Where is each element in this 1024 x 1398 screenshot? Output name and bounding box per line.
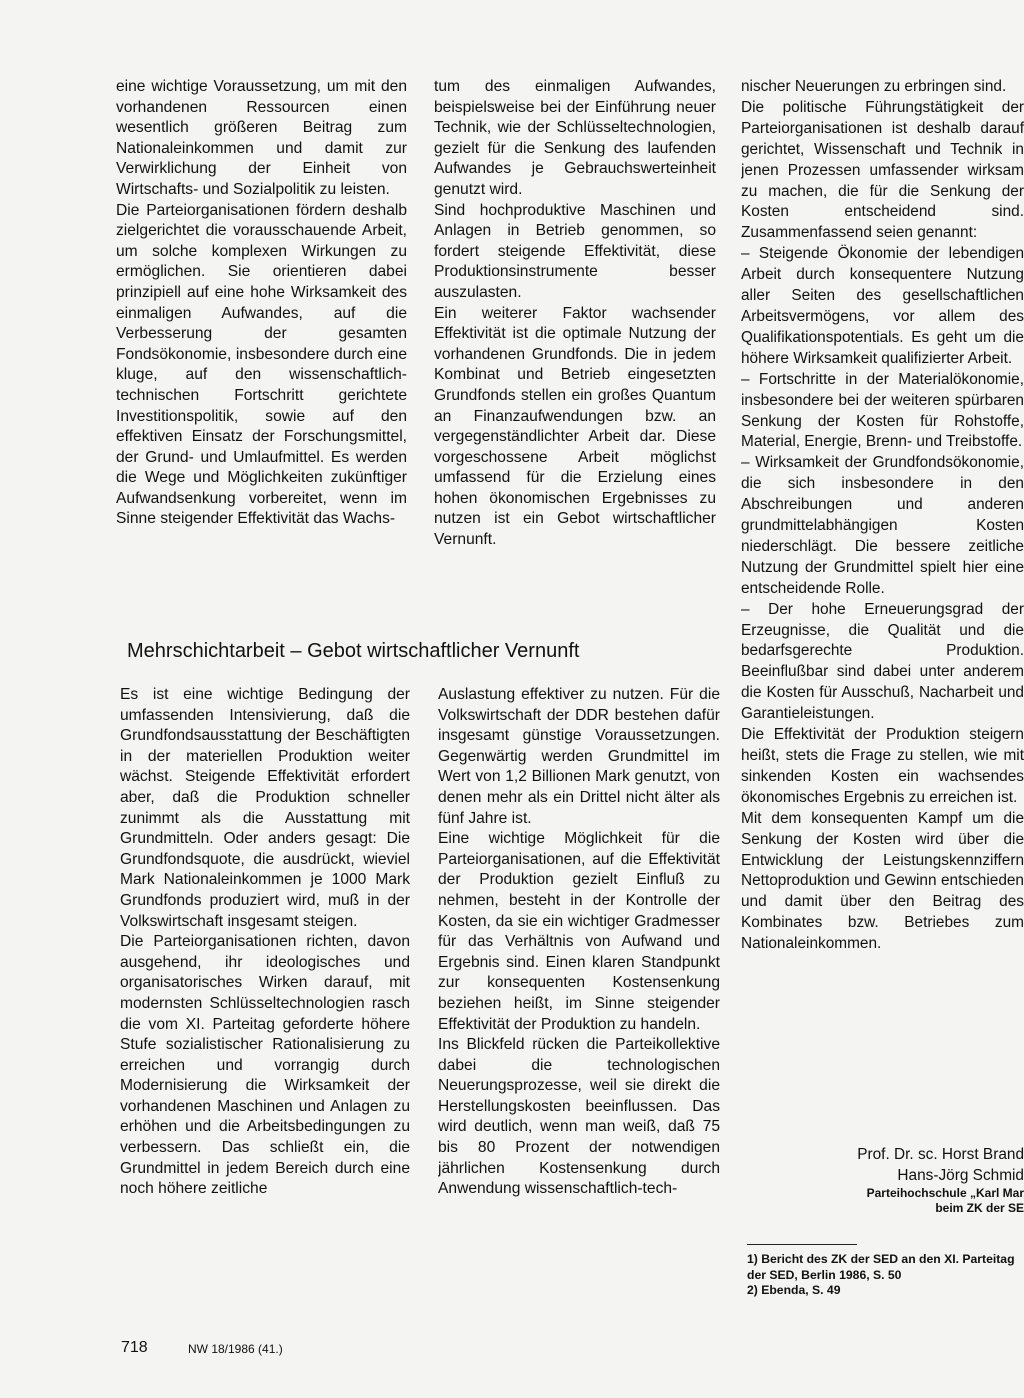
author-block bbox=[760, 1144, 1024, 1216]
author-institution-1: Parteihochschule „Karl Mar bbox=[866, 1186, 1024, 1200]
section-heading: Mehrschichtarbeit – Gebot wirtschaftlicher Vernunft bbox=[127, 640, 580, 662]
author-institution-2: beim ZK der SE bbox=[935, 1201, 1024, 1215]
issue-label: NW 18/1986 (41.) bbox=[188, 1342, 283, 1356]
footnotes: 1) Bericht des ZK der SED an den XI. Parteitag der SED, Berlin 1986, S. 50 2) Ebenda, S. 49 bbox=[747, 1252, 1015, 1298]
column-3-text: nischer Neuerungen zu erbringen sind. Die politische Führungstätigkeit der Parteiorganisationen ist deshalb darauf gerichtet, Wissenschaft und Technik in jenen Prozessen umfassender wirksam zu machen, die für die Senkung der Kosten entscheidend sind. Zusammenfassend seien genannt: – Steigende Ökonomie der lebendigen Arbeit durch konsequentere Nutzung aller Seiten des gesellschaftlichen Arbeitsvermögens, vor allem des Qualifikationspotentials. Es geht um die höhere Wirksamkeit qualifizierter Arbeit. – Fortschritte in der Materialökonomie, insbesondere bei der weiteren spürbaren Senkung der Kosten für Rohstoffe, Material, Energie, Brenn- und Treibstoffe. – Wirksamkeit der Grundfondsökonomie, die sich insbesondere in den Abschreibungen und anderen grundmittelabhängigen Kosten niederschlägt. Die bessere zeitliche Nutzung der Grundmittel spielt hier eine entscheidende Rolle. – Der hohe Erneuerungsgrad der Erzeugnisse, die Qualität und die bedarfsgerechte Produktion. Beeinflußbar sind dabei unter anderem die Kosten für Ausschuß, Nacharbeit und Garantieleistungen. Die Effektivität der Produktion steigern heißt, stets die Frage zu stellen, wie mit sinkenden Kosten ein wachsendes ökonomisches Ergebnis zu erreichen ist. Mit dem konsequenten Kampf um die Senkung der Kosten wird über die Entwicklung der Leistungskennziffern Nettoproduktion und Gewinn entschieden und damit über den Beitrag des Kombinates bzw. Betriebes zum Nationaleinkommen. bbox=[741, 78, 1024, 953]
author-name-2: Hans-Jörg Schmid bbox=[897, 1167, 1024, 1184]
page-number: 718 bbox=[121, 1339, 148, 1356]
column-4-text: Es ist eine wichtige Bedingung der umfassenden Intensivierung, daß die Grundfondsausstattung der Beschäftigten in der materiellen Produktion weiter wächst. Steigende Effektivität erfordert aber, daß die Produktion schneller zunimmt als die Ausstattung mit Grundmitteln. Oder anders gesagt: Die Grundfondsquote, die ausdrückt, wieviel Mark Nationaleinkommen je 1000 Mark Grundfonds produziert wird, muß in der Volkswirtschaft insgesamt steigen. Die Parteiorganisationen richten, davon ausgehend, ihr ideologisches und organisatorisches Wirken darauf, mit modernsten Schlüsseltechnologien rasch die vom XI. Parteitag geforderte höhere Stufe sozialistischer Rationalisierung zu erreichen und vorrangig durch Modernisierung die Wirksamkeit der vorhandenen Maschinen und Anlagen zu erhöhen und die Arbeitsbedingungen zu verbessern. Das schließt ein, die Grundmittel in jedem Bereich durch eine noch höhere zeitliche bbox=[120, 686, 410, 1198]
column-2-text: tum des einmaligen Aufwandes, beispielsweise bei der Einführung neuer Technik, wie der Schlüsseltechnologien, gezielt für die Senkung des laufenden Aufwandes je Gebrauchswerteinheit genutzt wird. Sind hochproduktive Maschinen und Anlagen in Betrieb genommen, so fordert steigende Effektivität, diese Produktionsinstrumente besser auszulasten. Ein weiterer Faktor wachsender Effektivität ist die optimale Nutzung der vorhandenen Grundfonds. Die in jedem Kombinat und Betrieb eingesetzten Grundfonds stellen ein großes Quantum an Finanzaufwendungen bzw. an vergegenständlichter Arbeit dar. Diese vorgeschossene Arbeit möglichst umfassend für die Erzielung eines hohen ökonomischen Ergebnisses zu nutzen ist ein Gebot wirtschaftlicher Vernunft. bbox=[434, 78, 716, 549]
column-5-text: Auslastung effektiver zu nutzen. Für die Volkswirtschaft der DDR bestehen dafür insgesamt günstige Voraussetzungen. Gegenwärtig werden Grundmittel im Wert von 1,2 Billionen Mark genutzt, von denen mehr als ein Drittel nicht älter als fünf Jahre ist. Eine wichtige Möglichkeit für die Parteiorganisationen, auf die Effektivität der Produktion gezielt Einfluß zu nehmen, besteht in der Kontrolle der Kosten, da sie ein wichtiger Gradmesser für das Verhältnis von Aufwand und Ergebnis sind. Einen klaren Standpunkt zur konsequenten Kostensenkung beziehen heißt, im Sinne steigender Effektivität der Produktion zu handeln. Ins Blickfeld rücken die Parteikollektive dabei die technologischen Neuerungsprozesse, weil sie direkt die Herstellungskosten beeinflussen. Das wird deutlich, wenn man weiß, daß 75 bis 80 Prozent der notwendigen jährlichen Kostensenkung durch Anwendung wissenschaftlich-tech- bbox=[438, 686, 720, 1198]
author-name-1: Prof. Dr. sc. Horst Brand bbox=[857, 1146, 1024, 1163]
footnote-divider bbox=[747, 1244, 857, 1245]
column-1-text: eine wichtige Voraussetzung, um mit den vorhandenen Ressourcen einen wesentlich größeren Beitrag zum Nationaleinkommen und damit zur Verwirklichung der Einheit von Wirtschafts- und Sozialpolitik zu leisten. Die Parteiorganisationen fördern deshalb zielgerichtet die vorausschauende Arbeit, um solche komplexen Wirkungen zu ermöglichen. Sie orientieren dabei prinzipiell auf eine hohe Wirksamkeit des einmaligen Aufwandes, auf die Verbesserung der gesamten Fondsökonomie, insbesondere durch eine kluge, auf den wissenschaftlich-technischen Fortschritt gerichtete Investitionspolitik, sowie auf den effektiven Einsatz der Forschungsmittel, der Grund- und Umlaufmittel. Es werden die Wege und Möglichkeiten zukünftiger Aufwandsenkung vorbereitet, wenn im Sinne steigender Effektivität das Wachs- bbox=[116, 78, 407, 528]
